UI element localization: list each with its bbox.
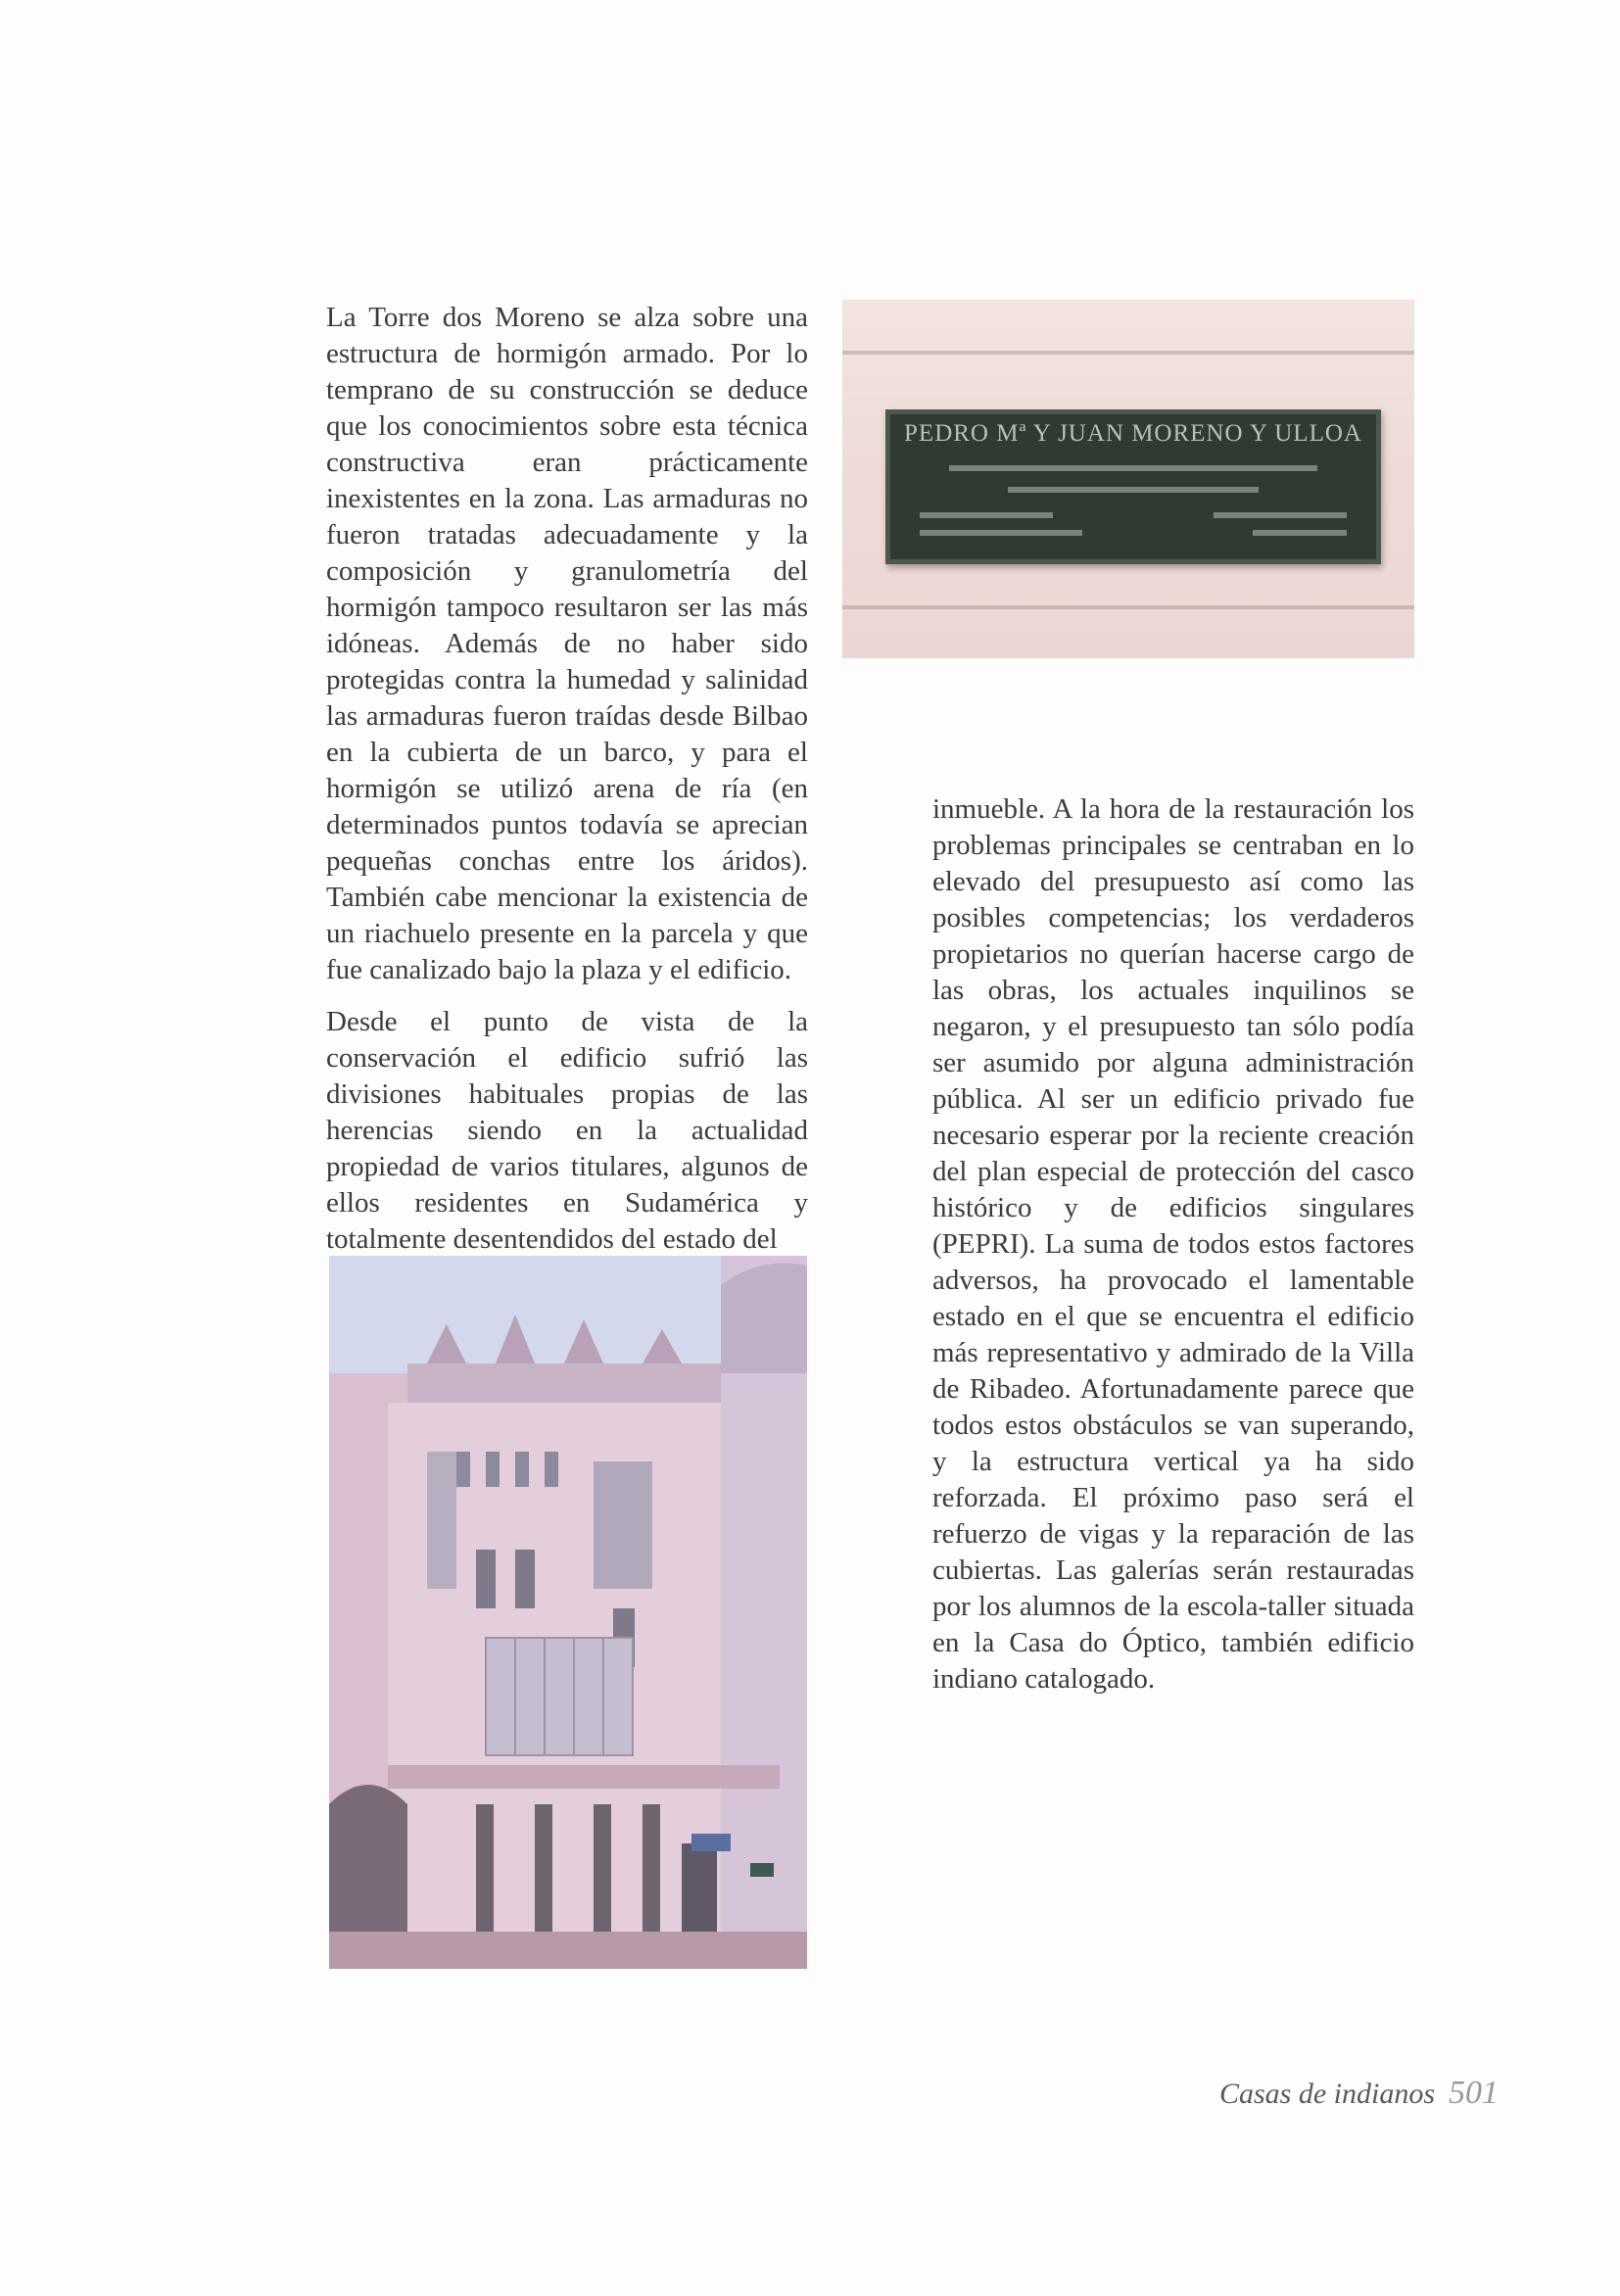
building-photo xyxy=(329,1256,807,1969)
paragraph: inmueble. A la hora de la restauración los problemas principales se centraban en lo elevado del presupuesto así como las posibles competencias; los verdaderos propietarios no querían hacerse cargo de las obras, los actuales inquilinos se negaron, y el presupuesto tan sólo podía ser asumido por alguna administración pública. Al ser un edificio privado fue necesario esperar por la reciente creación del plan especial de protección del casco histórico y de edificios singulares (PEPRI). La suma de todos estos factores adversos, ha provocado el lamentable estado en el que se encuentra el edificio más representativo y admirado de la Villa de Ribadeo. Afortunadamente parece que todos estos obstáculos se van superando, y la estructura vertical ya ha sido reforzada. El próximo paso será el refuerzo de vigas y la reparación de las cubiertas. Las galerías serán restauradas por los alumnos de la escola-taller situada en la Casa do Óptico, también edificio indiano catalogado. xyxy=(932,793,1414,1695)
right-text-column xyxy=(932,791,1414,1698)
footer-title: Casas de indianos xyxy=(1218,2078,1435,2110)
plaque-inscription: PEDRO Mª Y JUAN MORENO Y ULLOA xyxy=(904,420,1362,447)
plaque-photo xyxy=(842,300,1414,658)
paragraph: La Torre dos Moreno se alza sobre una estructura de hormigón armado. Por lo temprano de su construcción se deduce que los conocimientos sobre esta técnica constructiva eran prácticamente inexistentes en la zona. Las armaduras no fueron tratadas adecuadamente y la composición y granulometría del hormigón tampoco resultaron ser las más idóneas. Además de no haber sido protegidas contra la humedad y salinidad las armaduras fueron traídas desde Bilbao en la cubierta de un barco, y para el hormigón se utilizó arena de ría (en determinados puntos todavía se aprecian pequeñas conchas entre los áridos). También cabe mencionar la existencia de un riachuelo presente en la parcela y que fue canalizado bajo la plaza y el edificio. xyxy=(326,302,808,985)
building-illustration xyxy=(329,1256,807,1969)
left-text-column xyxy=(326,300,808,1258)
paragraph: Desde el punto de vista de la conservación el edificio sufrió las divisiones habituales propias de las herencias siendo en la actualidad propiedad de varios titulares, algunos de ellos residentes en Sudamérica y totalmente desentendidos del estado del xyxy=(326,1006,808,1255)
page-number: 501 xyxy=(1449,2075,1499,2111)
commemorative-plaque xyxy=(885,409,1381,564)
page-footer xyxy=(1219,2075,1499,2112)
